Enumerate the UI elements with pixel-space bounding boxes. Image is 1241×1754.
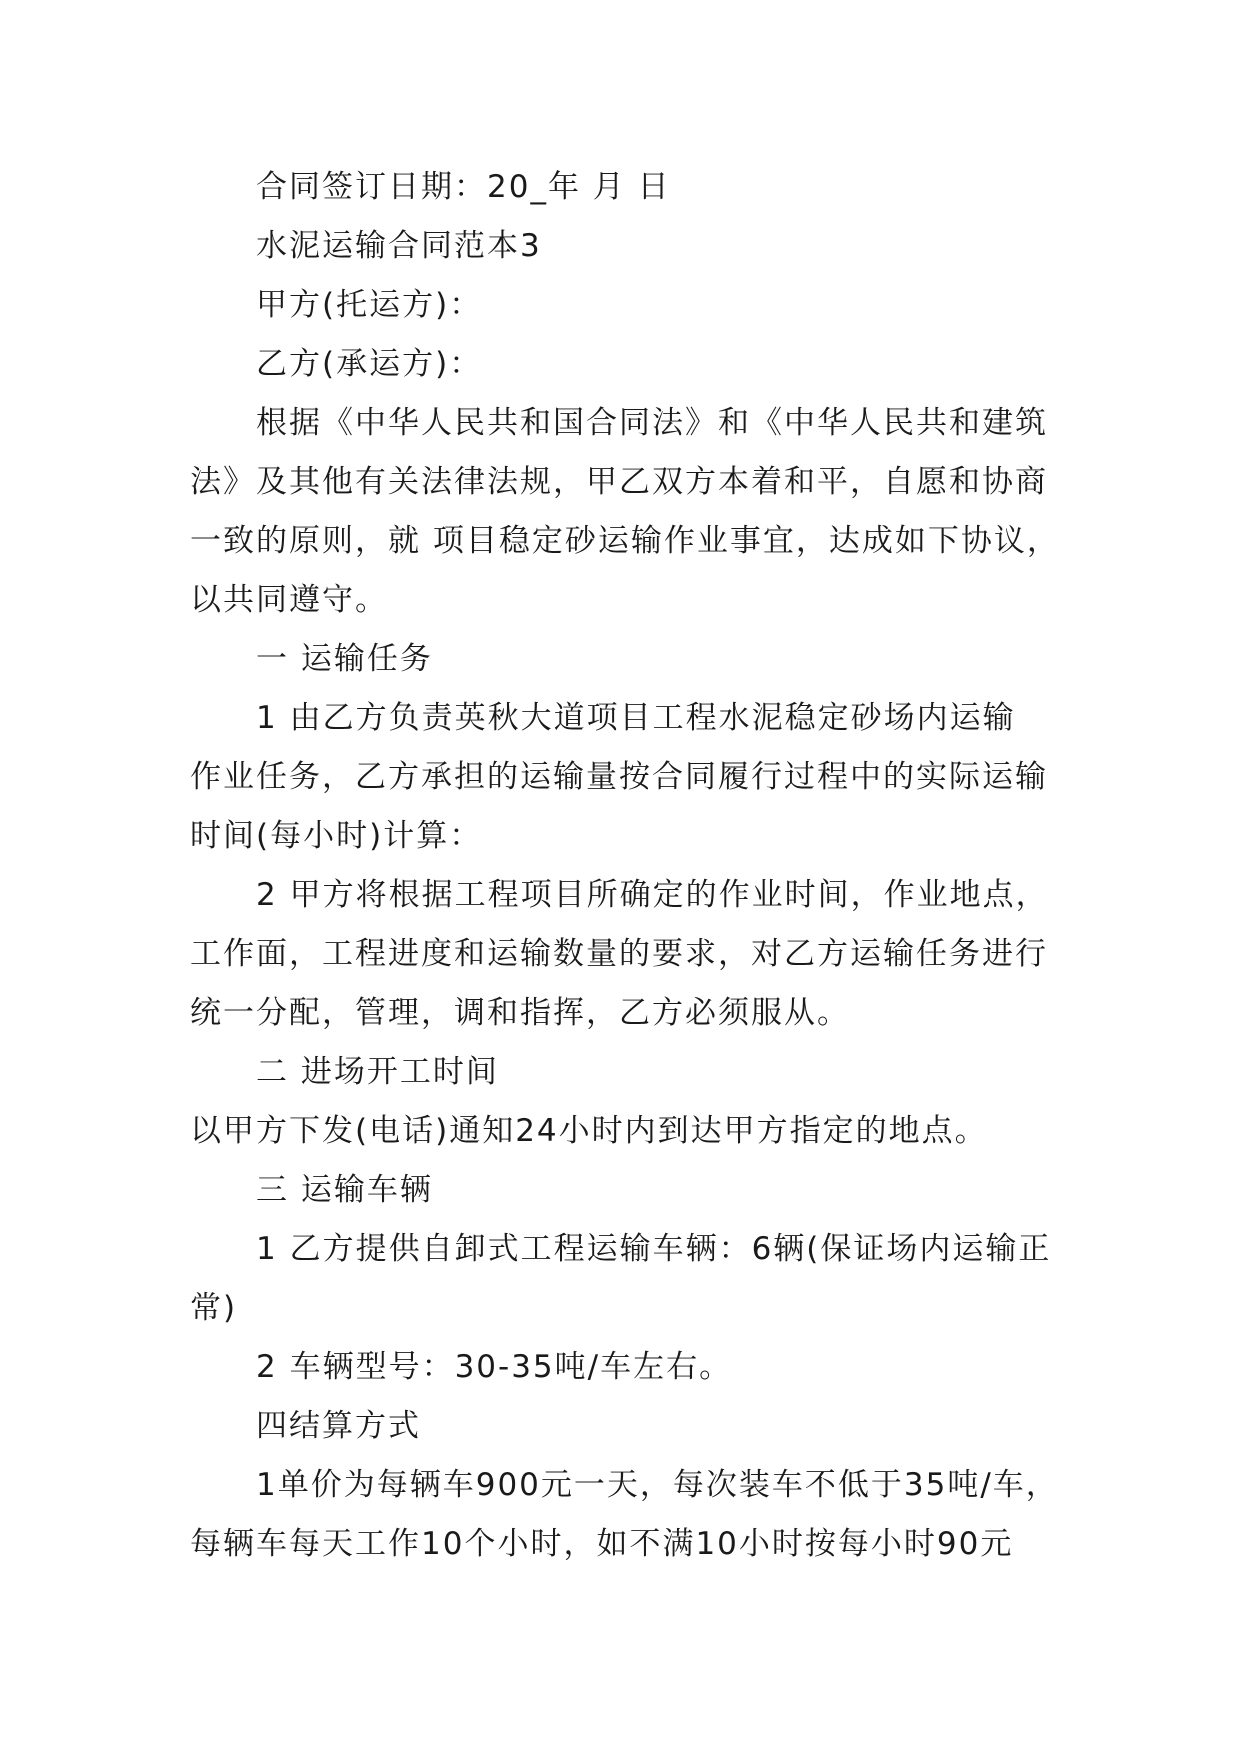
paragraph-line: 合同签订日期：20_年 月 日 xyxy=(256,169,671,205)
paragraph-line: 1单价为每辆车900元一天，每次装车不低于35吨/车， xyxy=(256,1467,1059,1503)
paragraph-line: 常) xyxy=(190,1290,238,1326)
paragraph-line: 水泥运输合同范本3 xyxy=(256,228,542,264)
paragraph-line: 时间(每小时)计算： xyxy=(190,818,483,854)
paragraph-line: 1 由乙方负责英秋大道项目工程水泥稳定砂场内运输 xyxy=(256,700,1016,736)
paragraph-line: 法》及其他有关法律法规，甲乙双方本着和平，自愿和协商 xyxy=(190,464,1048,500)
paragraph-line: 以甲方下发(电话)通知24小时内到达甲方指定的地点。 xyxy=(190,1113,988,1149)
paragraph-line: 2 车辆型号：30-35吨/车左右。 xyxy=(256,1349,733,1385)
paragraph-line: 甲方(托运方)： xyxy=(256,287,483,323)
paragraph-line: 二 进场开工时间 xyxy=(256,1054,499,1090)
paragraph-line: 2 甲方将根据工程项目所确定的作业时间，作业地点， xyxy=(256,877,1049,913)
paragraph-line: 四结算方式 xyxy=(256,1408,421,1444)
paragraph-line: 一致的原则，就 项目稳定砂运输作业事宜，达成如下协议， xyxy=(190,523,1060,559)
document-body xyxy=(190,158,1070,1574)
paragraph-line: 1 乙方提供自卸式工程运输车辆：6辆(保证场内运输正 xyxy=(256,1231,1052,1267)
paragraph-line: 乙方(承运方)： xyxy=(256,346,483,382)
paragraph-line: 工作面，工程进度和运输数量的要求，对乙方运输任务进行 xyxy=(190,936,1048,972)
paragraph-line: 以共同遵守。 xyxy=(190,582,388,618)
paragraph-line: 每辆车每天工作10个小时，如不满10小时按每小时90元 xyxy=(190,1526,1014,1562)
paragraph-line: 统一分配，管理，调和指挥，乙方必须服从。 xyxy=(190,995,850,1031)
paragraph-line: 一 运输任务 xyxy=(256,641,433,677)
paragraph-line: 三 运输车辆 xyxy=(256,1172,433,1208)
paragraph-line: 作业任务，乙方承担的运输量按合同履行过程中的实际运输 xyxy=(190,759,1048,795)
paragraph-line: 根据《中华人民共和国合同法》和《中华人民共和建筑 xyxy=(256,405,1048,441)
